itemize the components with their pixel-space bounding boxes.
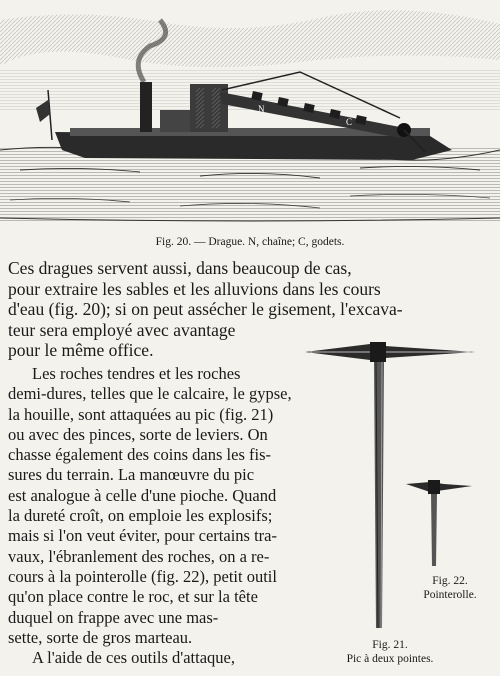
text-line: Ces dragues servent aussi, dans beaucoup de cas, [8,258,352,278]
text-line: vaux, l'ébranlement des roches, on a re- [8,546,270,566]
chain-label: N [258,104,265,114]
text-line: la houille, sont attaquées au pic (fig. 21) [8,404,274,424]
text-line: d'eau (fig. 20); si on peut assécher le gisement, l'excava- [8,299,403,319]
text-line: Les roches tendres et les roches [32,364,241,383]
text-line: qu'on place contre le roc, et sur la tête [8,587,258,607]
pointerolle-illustration [400,474,480,574]
text-line: demi-dures, telles que le calcaire, le gypse, [8,384,292,404]
text-line: pour le même office. [8,340,154,360]
text-line: teur sera employé avec avantage [8,319,236,340]
figure-20-caption: Fig. 20. — Drague. N, chaîne; C, godets. [155,236,345,248]
figure-21-caption-line1: Fig. 21. [372,639,408,651]
figure-22-caption-line1: Fig. 22. [432,575,468,587]
text-line: duquel on frappe avec une mas- [8,607,219,627]
text-line: chasse également des coins dans les fis- [8,445,272,465]
text-line: pour extraire les sables et les alluvions dans les cours [8,278,381,299]
text-line: A l'aide de ces outils d'attaque, [32,648,235,668]
figure-22-caption-line2: Pointerolle. [423,589,477,601]
figure-21-caption [310,638,470,666]
text-line: sette, sorte de gros marteau. [8,627,193,647]
text-line: mais si l'on veut éviter, pour certains tra- [8,526,277,546]
body-text-column [8,364,292,668]
text-line: sures du terrain. La manœuvre du pic [8,465,255,485]
text-line: ou avec des pinces, sorte de leviers. On [8,424,268,444]
dredger-illustration [0,0,500,232]
text-line: cours à la pointerolle (fig. 22), petit outil [8,566,277,586]
figure-21-caption-line2: Pic à deux pointes. [346,653,434,665]
figure-22-caption [400,574,500,602]
text-line: est analogue à celle d'une pioche. Quand [8,485,277,505]
bucket-label: C [346,117,353,127]
text-line: la dureté croît, on emploie les explosifs; [8,506,273,526]
